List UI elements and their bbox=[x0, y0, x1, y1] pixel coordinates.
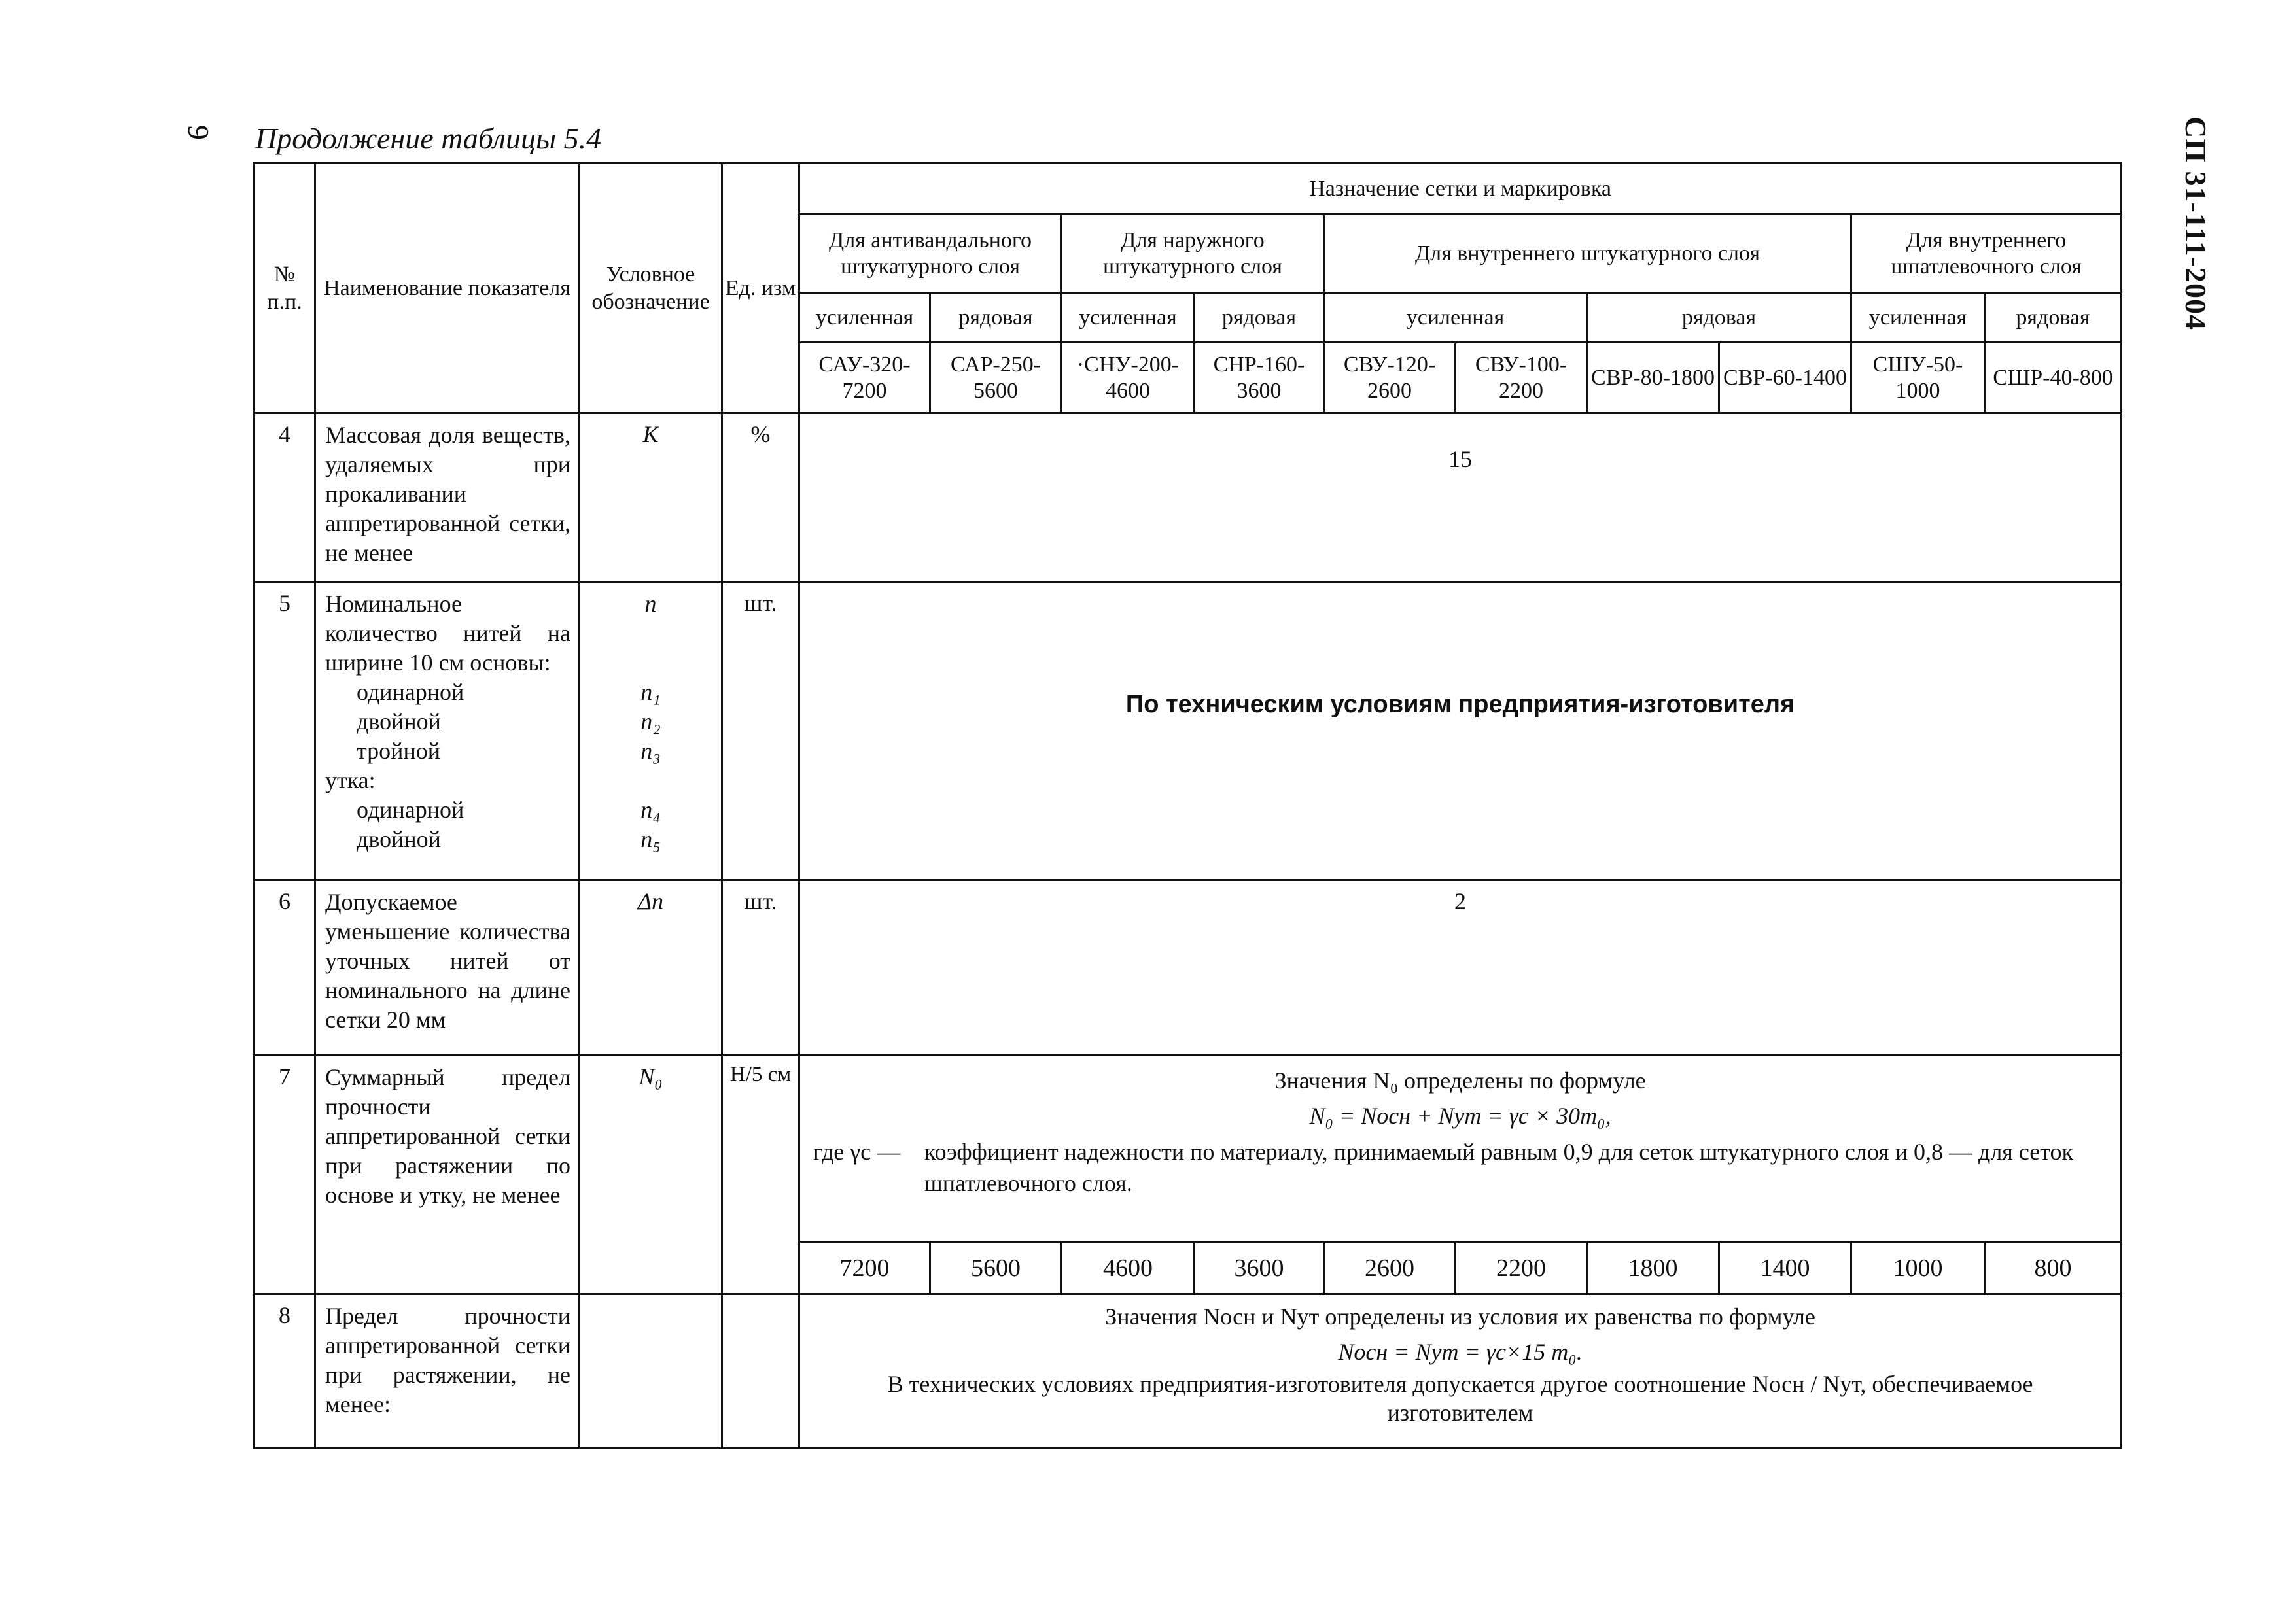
mark-cell: СШР-40-800 bbox=[1985, 343, 2122, 413]
header-unit: Ед. изм bbox=[722, 164, 799, 413]
value-cell: 800 bbox=[1985, 1242, 2122, 1294]
row-unit: шт. bbox=[722, 880, 799, 1056]
row-symbol: n₅ bbox=[640, 826, 661, 852]
value-cell: 4600 bbox=[1062, 1242, 1195, 1294]
row-number: 7 bbox=[254, 1056, 315, 1294]
row-unit: шт. bbox=[722, 582, 799, 880]
mark-cell: СШУ-50-1000 bbox=[1851, 343, 1985, 413]
value-cell: 3600 bbox=[1195, 1242, 1324, 1294]
row-symbol: n₃ bbox=[640, 738, 661, 764]
row-name: Суммарный предел прочности аппретированной сетки при растяжении по основе и утку, не менее bbox=[315, 1056, 580, 1294]
mark-cell: ·СНУ-200-4600 bbox=[1062, 343, 1195, 413]
formula: N₀ = Nосн + Nут = γc × 30m₀, bbox=[1309, 1103, 1611, 1129]
mark-cell: САУ-320-7200 bbox=[799, 343, 930, 413]
formula: Nосн = Nут = γc×15 m₀. bbox=[1338, 1339, 1583, 1365]
sub-item: одинарной bbox=[357, 679, 464, 705]
value-cell: 1400 bbox=[1719, 1242, 1851, 1294]
row-name: Массовая доля веществ, удаляемых при прокаливании аппретированной сетки, не менее bbox=[315, 413, 580, 582]
row-symbol: n₂ bbox=[640, 708, 661, 734]
mark-cell: СВУ-120-2600 bbox=[1324, 343, 1456, 413]
table-row bbox=[254, 1056, 2122, 1242]
header-num: № п.п. bbox=[254, 164, 315, 413]
row-unit: Н/5 см bbox=[722, 1056, 799, 1294]
row-number: 4 bbox=[254, 413, 315, 582]
type-cell: рядовая bbox=[1587, 293, 1851, 343]
table-row bbox=[254, 582, 2122, 880]
spec-table bbox=[253, 162, 2122, 1449]
sub-item: одинарной bbox=[357, 797, 464, 823]
type-cell: усиленная bbox=[799, 293, 930, 343]
row-name: Предел прочности аппретированной сетки при растяжении, не менее: bbox=[315, 1294, 580, 1449]
group-interior-plaster: Для внутреннего штукатурного слоя bbox=[1324, 215, 1851, 293]
table-row bbox=[254, 880, 2122, 1056]
row-symbol: n bbox=[644, 591, 657, 617]
formula-note: В технических условиях предприятия-изготовителя допускается другое соотношение Nосн / Nут, обеспечиваемое изготовителем bbox=[887, 1371, 2033, 1426]
row-value: По техническим условиям предприятия-изготовителя bbox=[799, 582, 2122, 880]
row-name: Номинальное количество нитей на ширине 10 см основы: bbox=[325, 591, 570, 676]
row-symbol: n₄ bbox=[640, 797, 661, 823]
group-antivandal: Для антивандального штукатурного слоя bbox=[799, 215, 1062, 293]
value-cell: 1800 bbox=[1587, 1242, 1719, 1294]
row-value: 15 bbox=[799, 413, 2122, 582]
row-symbol: Δn bbox=[580, 880, 722, 1056]
row-symbol: N₀ bbox=[580, 1056, 722, 1294]
type-cell: усиленная bbox=[1851, 293, 1985, 343]
table-caption: Продолжение таблицы 5.4 bbox=[255, 122, 602, 155]
type-cell: усиленная bbox=[1324, 293, 1587, 343]
group-exterior: Для наружного штукатурного слоя bbox=[1062, 215, 1324, 293]
value-cell: 7200 bbox=[799, 1242, 930, 1294]
row-number: 8 bbox=[254, 1294, 315, 1449]
page-number: 9 bbox=[182, 125, 215, 140]
where-label: где γc — bbox=[813, 1139, 901, 1165]
formula-block bbox=[799, 1294, 2122, 1449]
header-symbol: Условное обозначение bbox=[580, 164, 722, 413]
row-name-block bbox=[315, 582, 580, 880]
table-row bbox=[254, 1294, 2122, 1449]
where-text: коэффициент надежности по материалу, принимаемый равным 0,9 для сеток штукатурного слоя и 0,8 — для сеток шпатлевочного слоя. bbox=[924, 1139, 2074, 1196]
value-cell: 2200 bbox=[1456, 1242, 1587, 1294]
sub-heading: утка: bbox=[325, 767, 376, 793]
sub-item: двойной bbox=[357, 826, 441, 852]
row-symbol: n₁ bbox=[640, 679, 661, 705]
row-number: 6 bbox=[254, 880, 315, 1056]
value-cell: 5600 bbox=[930, 1242, 1062, 1294]
row-number: 5 bbox=[254, 582, 315, 880]
row-symbol: K bbox=[580, 413, 722, 582]
mark-cell: САР-250-5600 bbox=[930, 343, 1062, 413]
mark-cell: СНР-160-3600 bbox=[1195, 343, 1324, 413]
mark-cell: СВР-60-1400 bbox=[1719, 343, 1851, 413]
formula-intro: Значения Nосн и Nут определены из условия их равенства по формуле bbox=[1105, 1304, 1815, 1330]
value-cell: 2600 bbox=[1324, 1242, 1456, 1294]
document-code: СП 31-111-2004 bbox=[2179, 116, 2213, 331]
formula-block bbox=[799, 1056, 2122, 1242]
group-interior-putty: Для внутреннего шпатлевочного слоя bbox=[1851, 215, 2122, 293]
type-cell: рядовая bbox=[930, 293, 1062, 343]
type-cell: рядовая bbox=[1985, 293, 2122, 343]
table-row bbox=[254, 413, 2122, 582]
mark-cell: СВУ-100-2200 bbox=[1456, 343, 1587, 413]
sub-item: двойной bbox=[357, 708, 441, 734]
row-name: Допускаемое уменьшение количества уточных нитей от номинального на длине сетки 20 мм bbox=[315, 880, 580, 1056]
type-cell: усиленная bbox=[1062, 293, 1195, 343]
row-unit: % bbox=[722, 413, 799, 582]
row-symbol-empty bbox=[580, 1294, 722, 1449]
header-name: Наименование показателя bbox=[315, 164, 580, 413]
row-unit-empty bbox=[722, 1294, 799, 1449]
mark-cell: СВР-80-1800 bbox=[1587, 343, 1719, 413]
sub-item: тройной bbox=[357, 738, 440, 764]
row-value: 2 bbox=[799, 880, 2122, 1056]
value-cell: 1000 bbox=[1851, 1242, 1985, 1294]
header-purpose: Назначение сетки и маркировка bbox=[799, 164, 2122, 215]
row-symbols bbox=[580, 582, 722, 880]
formula-intro: Значения N₀ определены по формуле bbox=[1274, 1067, 1646, 1094]
type-cell: рядовая bbox=[1195, 293, 1324, 343]
